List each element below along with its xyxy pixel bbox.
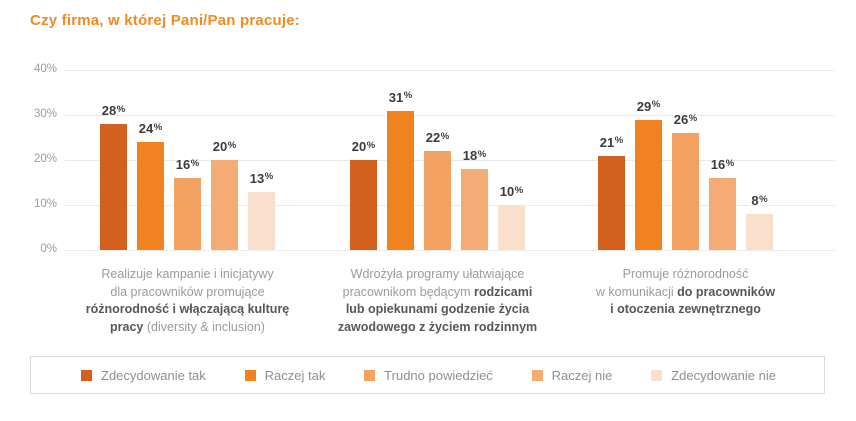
- value-label: 13%: [249, 170, 274, 186]
- bar-raczej-nie: [461, 169, 488, 250]
- bar-raczej-tak: [137, 142, 164, 250]
- gridline: [65, 250, 835, 251]
- bar-zdecydowanie-nie: [746, 214, 773, 250]
- value-label: 21%: [599, 134, 624, 150]
- value-label: 29%: [636, 98, 661, 114]
- value-label: 28%: [101, 103, 126, 118]
- bar-group: [100, 70, 275, 250]
- legend-label: Raczej nie: [551, 367, 613, 383]
- value-label: 22%: [425, 130, 450, 145]
- legend-label: Raczej tak: [264, 367, 326, 383]
- bar-zdecydowanie-tak: [598, 156, 625, 251]
- value-label: 16%: [710, 157, 735, 172]
- value-label: 18%: [462, 148, 487, 163]
- legend-label: Zdecydowanie nie: [671, 367, 776, 383]
- value-label: 8%: [751, 193, 768, 208]
- category-label: Realizuje kampanie i inicjatywy dla pracowników promujące różnorodność i włączającą kulturę pracy (diversity & inclusion): [85, 267, 290, 334]
- bar-zdecydowanie-nie: [498, 205, 525, 250]
- y-axis-tick: 0%: [40, 243, 57, 255]
- legend-swatch-icon: [81, 370, 92, 381]
- value-label: 10%: [499, 184, 524, 199]
- legend-item-zdecydowanie-nie: [651, 368, 776, 383]
- y-axis-tick: 40%: [33, 63, 57, 75]
- bar-raczej-nie: [211, 160, 238, 250]
- bar-zdecydowanie-nie: [248, 192, 275, 251]
- bar-trudno-powiedzie-: [174, 178, 201, 250]
- legend-swatch-icon: [651, 370, 662, 381]
- legend-swatch-icon: [364, 370, 375, 381]
- bar-raczej-tak: [635, 120, 662, 251]
- category-label: Wdrożyła programy ułatwiające pracownikom będącym rodzicami lub opiekunami godzenie życia zawodowego z życiem rodzinnym: [337, 267, 538, 334]
- legend-item-raczej-nie: [532, 368, 613, 383]
- plot-area: [33, 63, 835, 255]
- value-label: 26%: [673, 112, 698, 127]
- y-axis-tick: 30%: [33, 108, 57, 120]
- legend-swatch-icon: [532, 370, 543, 381]
- bar-group: [350, 70, 525, 250]
- chart-title: Czy firma, w której Pani/Pan pracuje:: [30, 12, 300, 29]
- category-label: Promuje różnorodność w komunikacji do pracowników i otoczenia zewnętrznego: [595, 267, 776, 316]
- bar-raczej-nie: [709, 178, 736, 250]
- legend-label: Zdecydowanie tak: [101, 367, 206, 383]
- value-label: 31%: [388, 89, 413, 105]
- bar-trudno-powiedzie-: [424, 151, 451, 250]
- value-label: 20%: [351, 139, 376, 154]
- bar-raczej-tak: [387, 111, 414, 251]
- legend-item-raczej-tak: [245, 368, 326, 383]
- bar-trudno-powiedzie-: [672, 133, 699, 250]
- bar-group: [598, 70, 773, 250]
- chart-legend: [30, 356, 825, 394]
- bar-zdecydowanie-tak: [100, 124, 127, 250]
- legend-item-trudno-powiedzie-: [364, 368, 493, 383]
- value-label: 24%: [138, 121, 163, 136]
- value-label: 20%: [212, 139, 237, 154]
- y-axis-tick: 10%: [33, 198, 57, 210]
- value-label: 16%: [175, 157, 200, 172]
- bar-zdecydowanie-tak: [350, 160, 377, 250]
- y-axis-tick: 20%: [33, 153, 57, 165]
- legend-item-zdecydowanie-tak: [81, 368, 206, 383]
- legend-label: Trudno powiedzieć: [384, 367, 493, 383]
- legend-swatch-icon: [245, 370, 256, 381]
